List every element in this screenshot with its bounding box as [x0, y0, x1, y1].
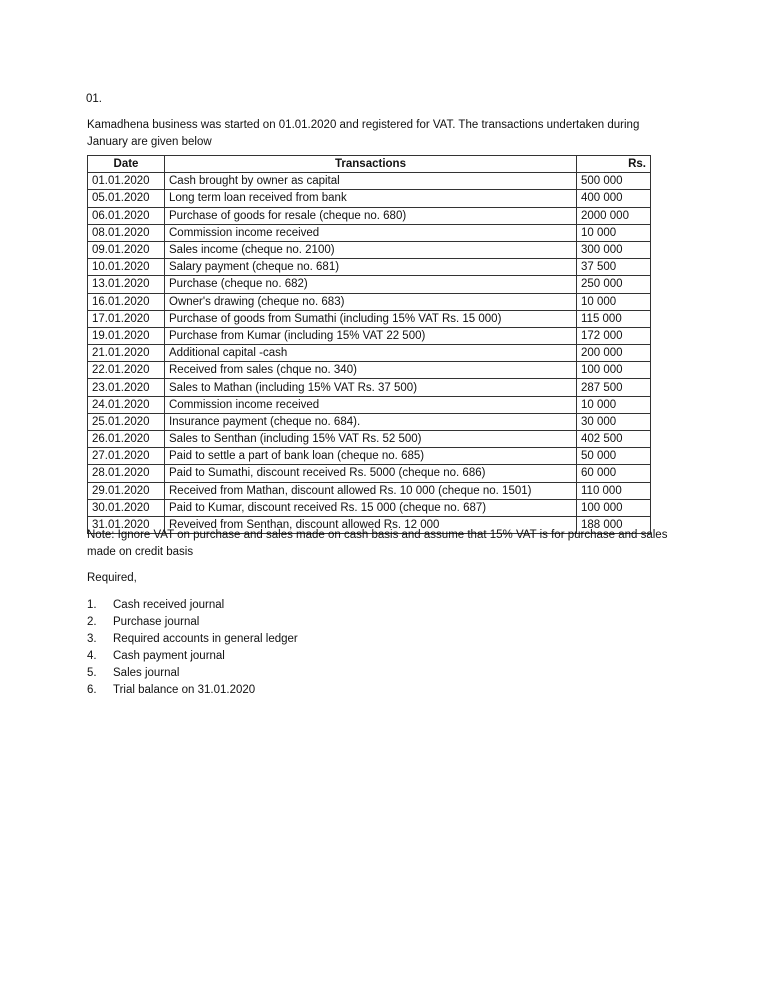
transaction-cell: Purchase of goods for resale (cheque no. 680)	[165, 207, 577, 224]
date-cell: 13.01.2020	[88, 276, 165, 293]
date-cell: 27.01.2020	[88, 448, 165, 465]
transaction-cell: Long term loan received from bank	[165, 190, 577, 207]
item-text: Cash payment journal	[113, 650, 225, 662]
table-row	[88, 379, 651, 396]
transaction-cell: Reveived from Senthan, discount allowed Rs. 12 000	[165, 516, 577, 533]
transaction-cell: Commission income received	[165, 396, 577, 413]
required-item	[87, 614, 298, 631]
table-row	[88, 448, 651, 465]
date-cell: 29.01.2020	[88, 482, 165, 499]
amount-cell: 110 000	[577, 482, 651, 499]
amount-cell: 300 000	[577, 241, 651, 258]
date-cell: 25.01.2020	[88, 413, 165, 430]
date-cell: 01.01.2020	[88, 173, 165, 190]
table-row	[88, 207, 651, 224]
amount-cell: 250 000	[577, 276, 651, 293]
amount-cell: 402 500	[577, 431, 651, 448]
transaction-cell: Purchase (cheque no. 682)	[165, 276, 577, 293]
table-row	[88, 327, 651, 344]
table-row	[88, 310, 651, 327]
transaction-cell: Paid to Sumathi, discount received Rs. 5000 (cheque no. 686)	[165, 465, 577, 482]
date-cell: 22.01.2020	[88, 362, 165, 379]
amount-cell: 10 000	[577, 224, 651, 241]
amount-cell: 188 000	[577, 516, 651, 533]
transaction-cell: Sales to Senthan (including 15% VAT Rs. 52 500)	[165, 431, 577, 448]
table-row	[88, 241, 651, 258]
required-item	[87, 682, 298, 699]
amount-cell: 10 000	[577, 396, 651, 413]
date-cell: 08.01.2020	[88, 224, 165, 241]
item-number: 2.	[87, 616, 97, 628]
date-cell: 16.01.2020	[88, 293, 165, 310]
item-text: Cash received journal	[113, 599, 225, 611]
table-row	[88, 190, 651, 207]
item-text: Required accounts in general ledger	[113, 633, 298, 645]
table-row	[88, 345, 651, 362]
amount-cell: 200 000	[577, 345, 651, 362]
required-label: Required,	[87, 572, 137, 584]
header-amount: Rs.	[577, 156, 651, 173]
table-header-row	[88, 156, 651, 173]
amount-cell: 37 500	[577, 259, 651, 276]
amount-cell: 400 000	[577, 190, 651, 207]
transaction-cell: Purchase from Kumar (including 15% VAT 22 500)	[165, 327, 577, 344]
item-text: Sales journal	[113, 667, 180, 679]
transaction-cell: Owner's drawing (cheque no. 683)	[165, 293, 577, 310]
transaction-cell: Cash brought by owner as capital	[165, 173, 577, 190]
table-row	[88, 362, 651, 379]
transaction-cell: Sales to Mathan (including 15% VAT Rs. 37 500)	[165, 379, 577, 396]
required-item	[87, 665, 298, 682]
item-number: 1.	[87, 599, 97, 611]
date-cell: 19.01.2020	[88, 327, 165, 344]
transactions-table	[87, 155, 651, 534]
transaction-cell: Sales income (cheque no. 2100)	[165, 241, 577, 258]
transaction-cell: Commission income received	[165, 224, 577, 241]
transaction-cell: Purchase of goods from Sumathi (including 15% VAT Rs. 15 000)	[165, 310, 577, 327]
amount-cell: 115 000	[577, 310, 651, 327]
date-cell: 28.01.2020	[88, 465, 165, 482]
table-row	[88, 259, 651, 276]
amount-cell: 172 000	[577, 327, 651, 344]
date-cell: 30.01.2020	[88, 499, 165, 516]
transaction-cell: Salary payment (cheque no. 681)	[165, 259, 577, 276]
date-cell: 24.01.2020	[88, 396, 165, 413]
item-number: 4.	[87, 650, 97, 662]
header-date: Date	[88, 156, 165, 173]
transaction-cell: Received from Mathan, discount allowed Rs. 10 000 (cheque no. 1501)	[165, 482, 577, 499]
amount-cell: 100 000	[577, 499, 651, 516]
amount-cell: 30 000	[577, 413, 651, 430]
header-transactions: Transactions	[165, 156, 577, 173]
date-cell: 09.01.2020	[88, 241, 165, 258]
table-row	[88, 396, 651, 413]
required-item	[87, 648, 298, 665]
table-row	[88, 413, 651, 430]
amount-cell: 50 000	[577, 448, 651, 465]
table-row	[88, 499, 651, 516]
date-cell: 17.01.2020	[88, 310, 165, 327]
table-row	[88, 173, 651, 190]
amount-cell: 10 000	[577, 293, 651, 310]
date-cell: 06.01.2020	[88, 207, 165, 224]
table-row	[88, 224, 651, 241]
date-cell: 05.01.2020	[88, 190, 165, 207]
date-cell: 26.01.2020	[88, 431, 165, 448]
date-cell: 31.01.2020	[88, 516, 165, 533]
transaction-cell: Paid to settle a part of bank loan (cheque no. 685)	[165, 448, 577, 465]
amount-cell: 2000 000	[577, 207, 651, 224]
required-item	[87, 631, 298, 648]
transaction-cell: Additional capital -cash	[165, 345, 577, 362]
table-row	[88, 482, 651, 499]
amount-cell: 100 000	[577, 362, 651, 379]
amount-cell: 500 000	[577, 173, 651, 190]
table-row	[88, 276, 651, 293]
item-number: 3.	[87, 633, 97, 645]
item-text: Purchase journal	[113, 616, 200, 628]
question-number: 01.	[86, 93, 102, 105]
transaction-cell: Insurance payment (cheque no. 684).	[165, 413, 577, 430]
date-cell: 10.01.2020	[88, 259, 165, 276]
table-row	[88, 293, 651, 310]
table-row	[88, 465, 651, 482]
table-row	[88, 431, 651, 448]
item-text: Trial balance on 31.01.2020	[113, 684, 256, 696]
date-cell: 23.01.2020	[88, 379, 165, 396]
intro-text: Kamadhena business was started on 01.01.2020 and registered for VAT. The transactions undertaken during January are given below	[87, 119, 640, 148]
amount-cell: 287 500	[577, 379, 651, 396]
required-item	[87, 597, 298, 614]
date-cell: 21.01.2020	[88, 345, 165, 362]
item-number: 5.	[87, 667, 97, 679]
note-text: Note: Ignore VAT on purchase and sales made on cash basis and assume that 15% VAT is for purchase and sales made on credit basis	[87, 529, 668, 558]
item-number: 6.	[87, 684, 97, 696]
transaction-cell: Received from sales (chque no. 340)	[165, 362, 577, 379]
required-list	[87, 597, 298, 699]
amount-cell: 60 000	[577, 465, 651, 482]
transaction-cell: Paid to Kumar, discount received Rs. 15 000 (cheque no. 687)	[165, 499, 577, 516]
